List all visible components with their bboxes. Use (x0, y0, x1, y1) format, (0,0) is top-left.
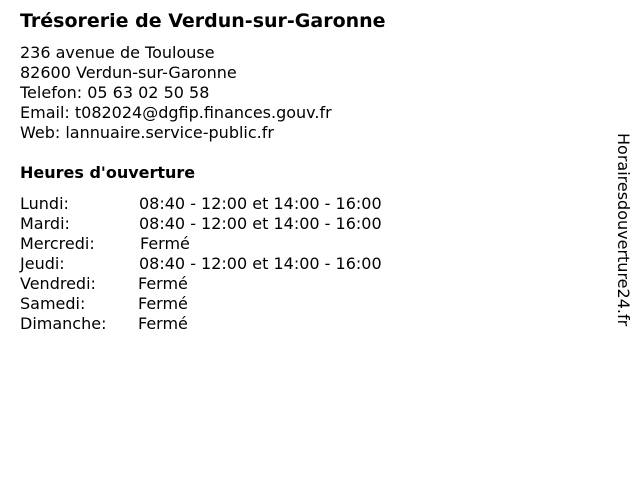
page-title: Trésorerie de Verdun-sur-Garonne (20, 10, 386, 32)
address-street: 236 avenue de Toulouse (20, 43, 215, 62)
hours-row-vendredi (20, 274, 382, 294)
hours-heading: Heures d'ouverture (20, 163, 196, 182)
hours-row-samedi (20, 294, 382, 314)
hours-row-dimanche (20, 314, 382, 334)
watermark-text: Horairesdouverture24.fr (614, 133, 633, 327)
day-hours: 08:40 - 12:00 et 14:00 - 16:00 (139, 254, 382, 273)
email-address: Email: t082024@dgfip.finances.gouv.fr (20, 103, 332, 122)
day-hours: 08:40 - 12:00 et 14:00 - 16:00 (139, 214, 382, 233)
hours-row-jeudi (20, 254, 382, 274)
day-hours: Fermé (138, 294, 188, 313)
day-label: Jeudi: (20, 254, 65, 273)
phone-number: Telefon: 05 63 02 50 58 (20, 83, 210, 102)
hours-row-mardi (20, 214, 382, 234)
address-block (20, 43, 332, 143)
address-city: 82600 Verdun-sur-Garonne (20, 63, 237, 82)
day-hours: 08:40 - 12:00 et 14:00 - 16:00 (139, 194, 382, 213)
day-hours: Fermé (138, 274, 188, 293)
site-watermark (612, 133, 634, 348)
day-label: Dimanche: (20, 314, 107, 333)
day-label: Mardi: (20, 214, 70, 233)
day-hours: Fermé (140, 234, 190, 253)
day-label: Vendredi: (20, 274, 96, 293)
day-label: Samedi: (20, 294, 86, 313)
day-label: Lundi: (20, 194, 69, 213)
day-hours: Fermé (138, 314, 188, 333)
hours-table (20, 194, 382, 334)
hours-row-mercredi (20, 234, 382, 254)
hours-row-lundi (20, 194, 382, 214)
day-label: Mercredi: (20, 234, 95, 253)
website: Web: lannuaire.service-public.fr (20, 123, 274, 142)
